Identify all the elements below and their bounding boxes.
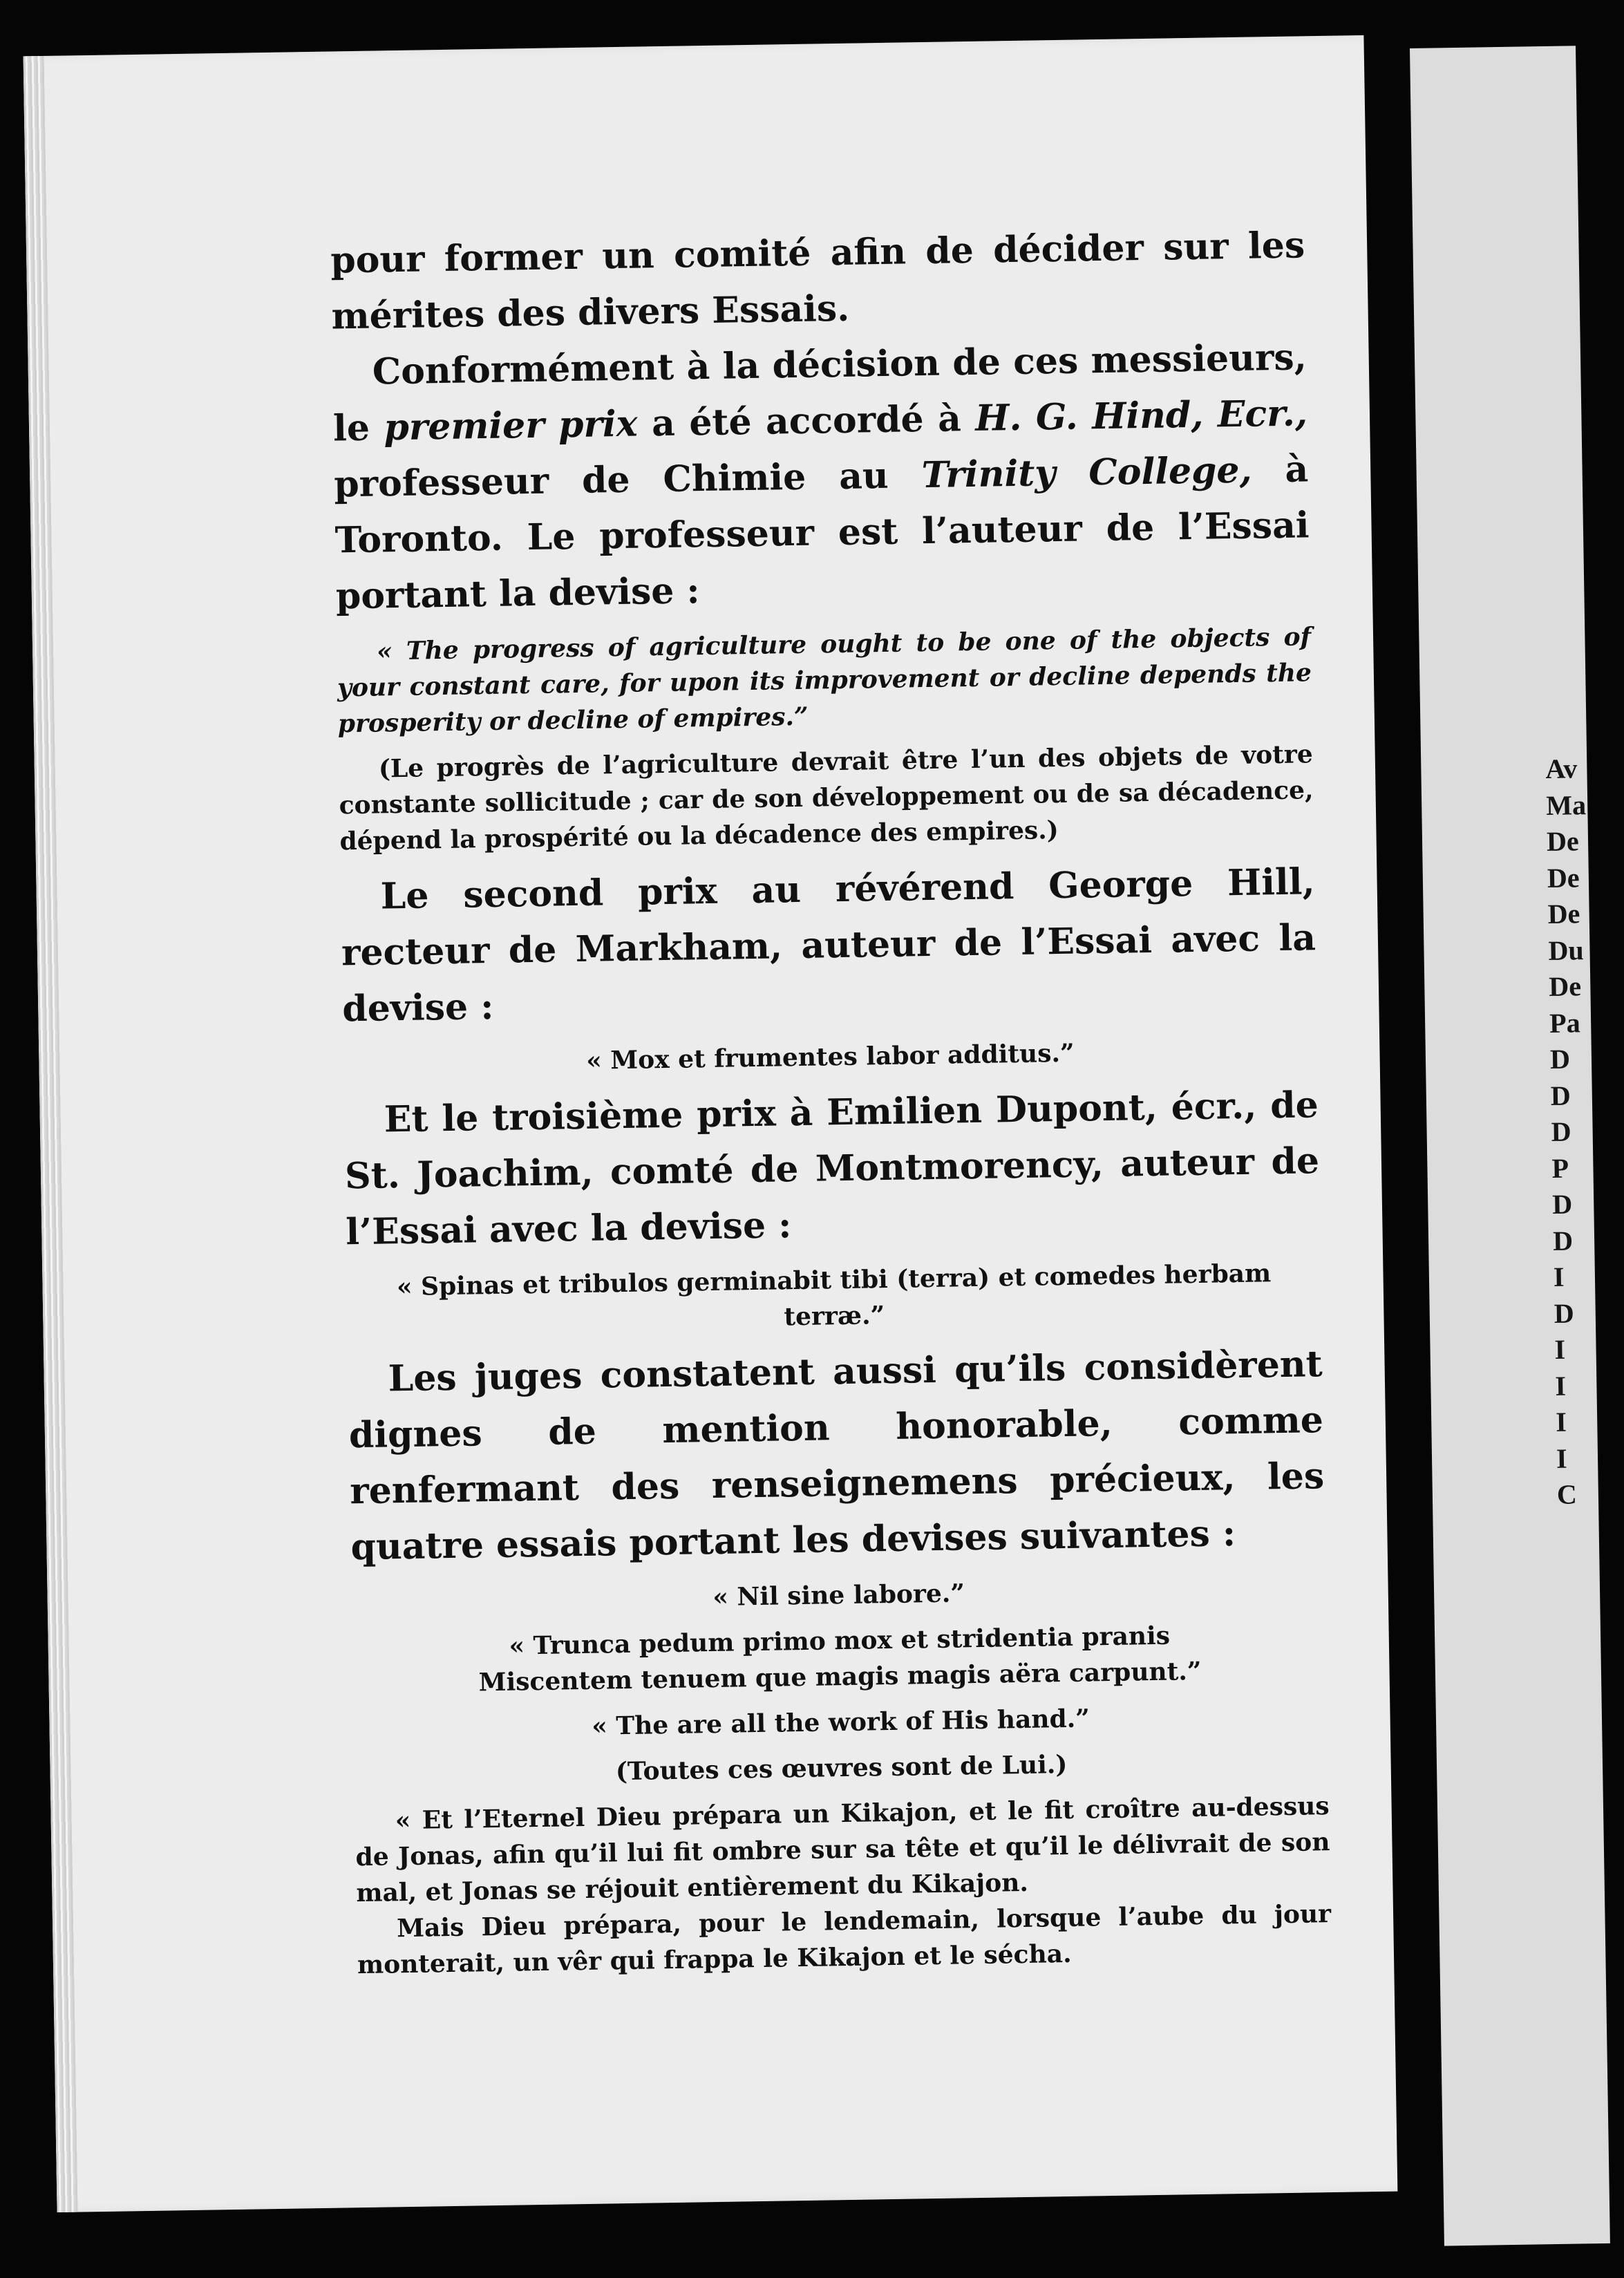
paragraph-honorable-mention: Les juges constatent aussi qu’ils considèrent dignes de mention honorable, comme renfermant des renseignemens précieux, les quatre essais portant les devises suivantes :	[348, 1343, 1325, 1569]
page-text	[330, 217, 1332, 1983]
motto-trunca-line-1: « Trunca pedum primo mox et stridentia pranis	[509, 1621, 1171, 1661]
adjacent-page-letter: I	[1555, 1370, 1567, 1402]
paragraph-first-prize	[332, 329, 1310, 624]
adjacent-page-letter: De	[1548, 970, 1582, 1003]
motto-kikajon-1: « Et l’Eternel Dieu prépara un Kikajon, et le fit croître au-dessus de Jonas, afin qu’il lui fit ombre sur sa tête et qu’il le délivrait de son mal, et Jonas se réjouit entièrement du Kikajon.	[355, 1791, 1330, 1908]
adjacent-page-letter: I	[1553, 1261, 1565, 1292]
adjacent-page-letter: D	[1549, 1043, 1571, 1075]
college-name: Trinity College,	[921, 449, 1253, 497]
book-page	[23, 35, 1398, 2212]
motto-work-of-his-hand: « The are all the work of His hand.”	[591, 1704, 1090, 1741]
adjacent-page-letter: D	[1551, 1188, 1573, 1220]
adjacent-page-letter: D	[1551, 1116, 1571, 1147]
motto-second: « Mox et frumentes labor additus.”	[585, 1038, 1075, 1075]
motto-trunca-line-2: Miscentem tenuem que magis magis aëra carpunt.”	[478, 1656, 1202, 1697]
motto-french: (Le progrès de l’agriculture devrait être l’un des objets de votre constante sollicitude ; car de son développement ou de sa décadence, dépend la prospérité ou la décadence des empires.)	[339, 740, 1314, 856]
text-run-italic: premier prix	[384, 402, 639, 449]
winner-name: H. G. Hind, Ecr.,	[974, 392, 1308, 440]
motto-english: « The progress of agriculture ought to be one of the objects of your constant care, for upon its improvement or decline depends the prosperity or decline of empires.”	[337, 622, 1312, 739]
adjacent-page-letter: De	[1547, 898, 1580, 930]
adjacent-page-letter: Du	[1548, 934, 1585, 966]
paragraph-third-prize: Et le troisième prix à Emilien Dupont, écr., de St. Joachim, comté de Montmorency, auteur de l’Essai avec la devise :	[344, 1084, 1320, 1254]
adjacent-page-letter: Av	[1545, 753, 1578, 785]
adjacent-page-letters	[1545, 751, 1612, 1514]
motto-work-of-his-hand-french: (Toutes ces œuvres sont de Lui.)	[615, 1750, 1068, 1787]
adjacent-page-letter: I	[1556, 1442, 1567, 1474]
motto-third: « Spinas et tribulos germinabit tibi (terra) et comedes herbam terræ.”	[396, 1259, 1272, 1332]
adjacent-page-letter: Pa	[1549, 1006, 1580, 1039]
adjacent-page-letter: P	[1551, 1152, 1569, 1184]
adjacent-page-letter: I	[1554, 1333, 1566, 1365]
text-run: a été accordé à	[637, 397, 976, 445]
paragraph-committee: pour former un comité afin de décider sur les mérites des divers Essais.	[330, 224, 1305, 338]
adjacent-page-letter: C	[1556, 1478, 1578, 1510]
adjacent-page-letter: De	[1546, 825, 1580, 858]
text-run: professeur de Chimie au	[333, 454, 923, 506]
adjacent-page-letter: Ma	[1545, 789, 1587, 821]
adjacent-page-letter: D	[1552, 1225, 1574, 1256]
paragraph-second-prize: Le second prix au révérend George Hill, recteur de Markham, auteur de l’Essai avec la devise :	[341, 860, 1316, 1030]
adjacent-page-letter: D	[1550, 1080, 1571, 1111]
text-run: Conformément à la décision de ces messieurs, le	[332, 336, 1307, 450]
adjacent-page-edge	[1410, 46, 1610, 2246]
adjacent-page-letter: D	[1554, 1297, 1575, 1329]
motto-nil-sine-labore: « Nil sine labore.”	[712, 1579, 965, 1612]
adjacent-page-letter: De	[1547, 861, 1580, 894]
motto-kikajon-2: Mais Dieu prépara, pour le lendemain, lorsque l’aube du jour monterait, un vêr qui frappa le Kikajon et le sécha.	[357, 1899, 1332, 1980]
text-run: à Toronto. Le professeur est l’auteur de l’Essai portant la devise :	[334, 448, 1310, 618]
adjacent-page-letter: I	[1555, 1406, 1567, 1438]
page-spine	[23, 56, 78, 2212]
